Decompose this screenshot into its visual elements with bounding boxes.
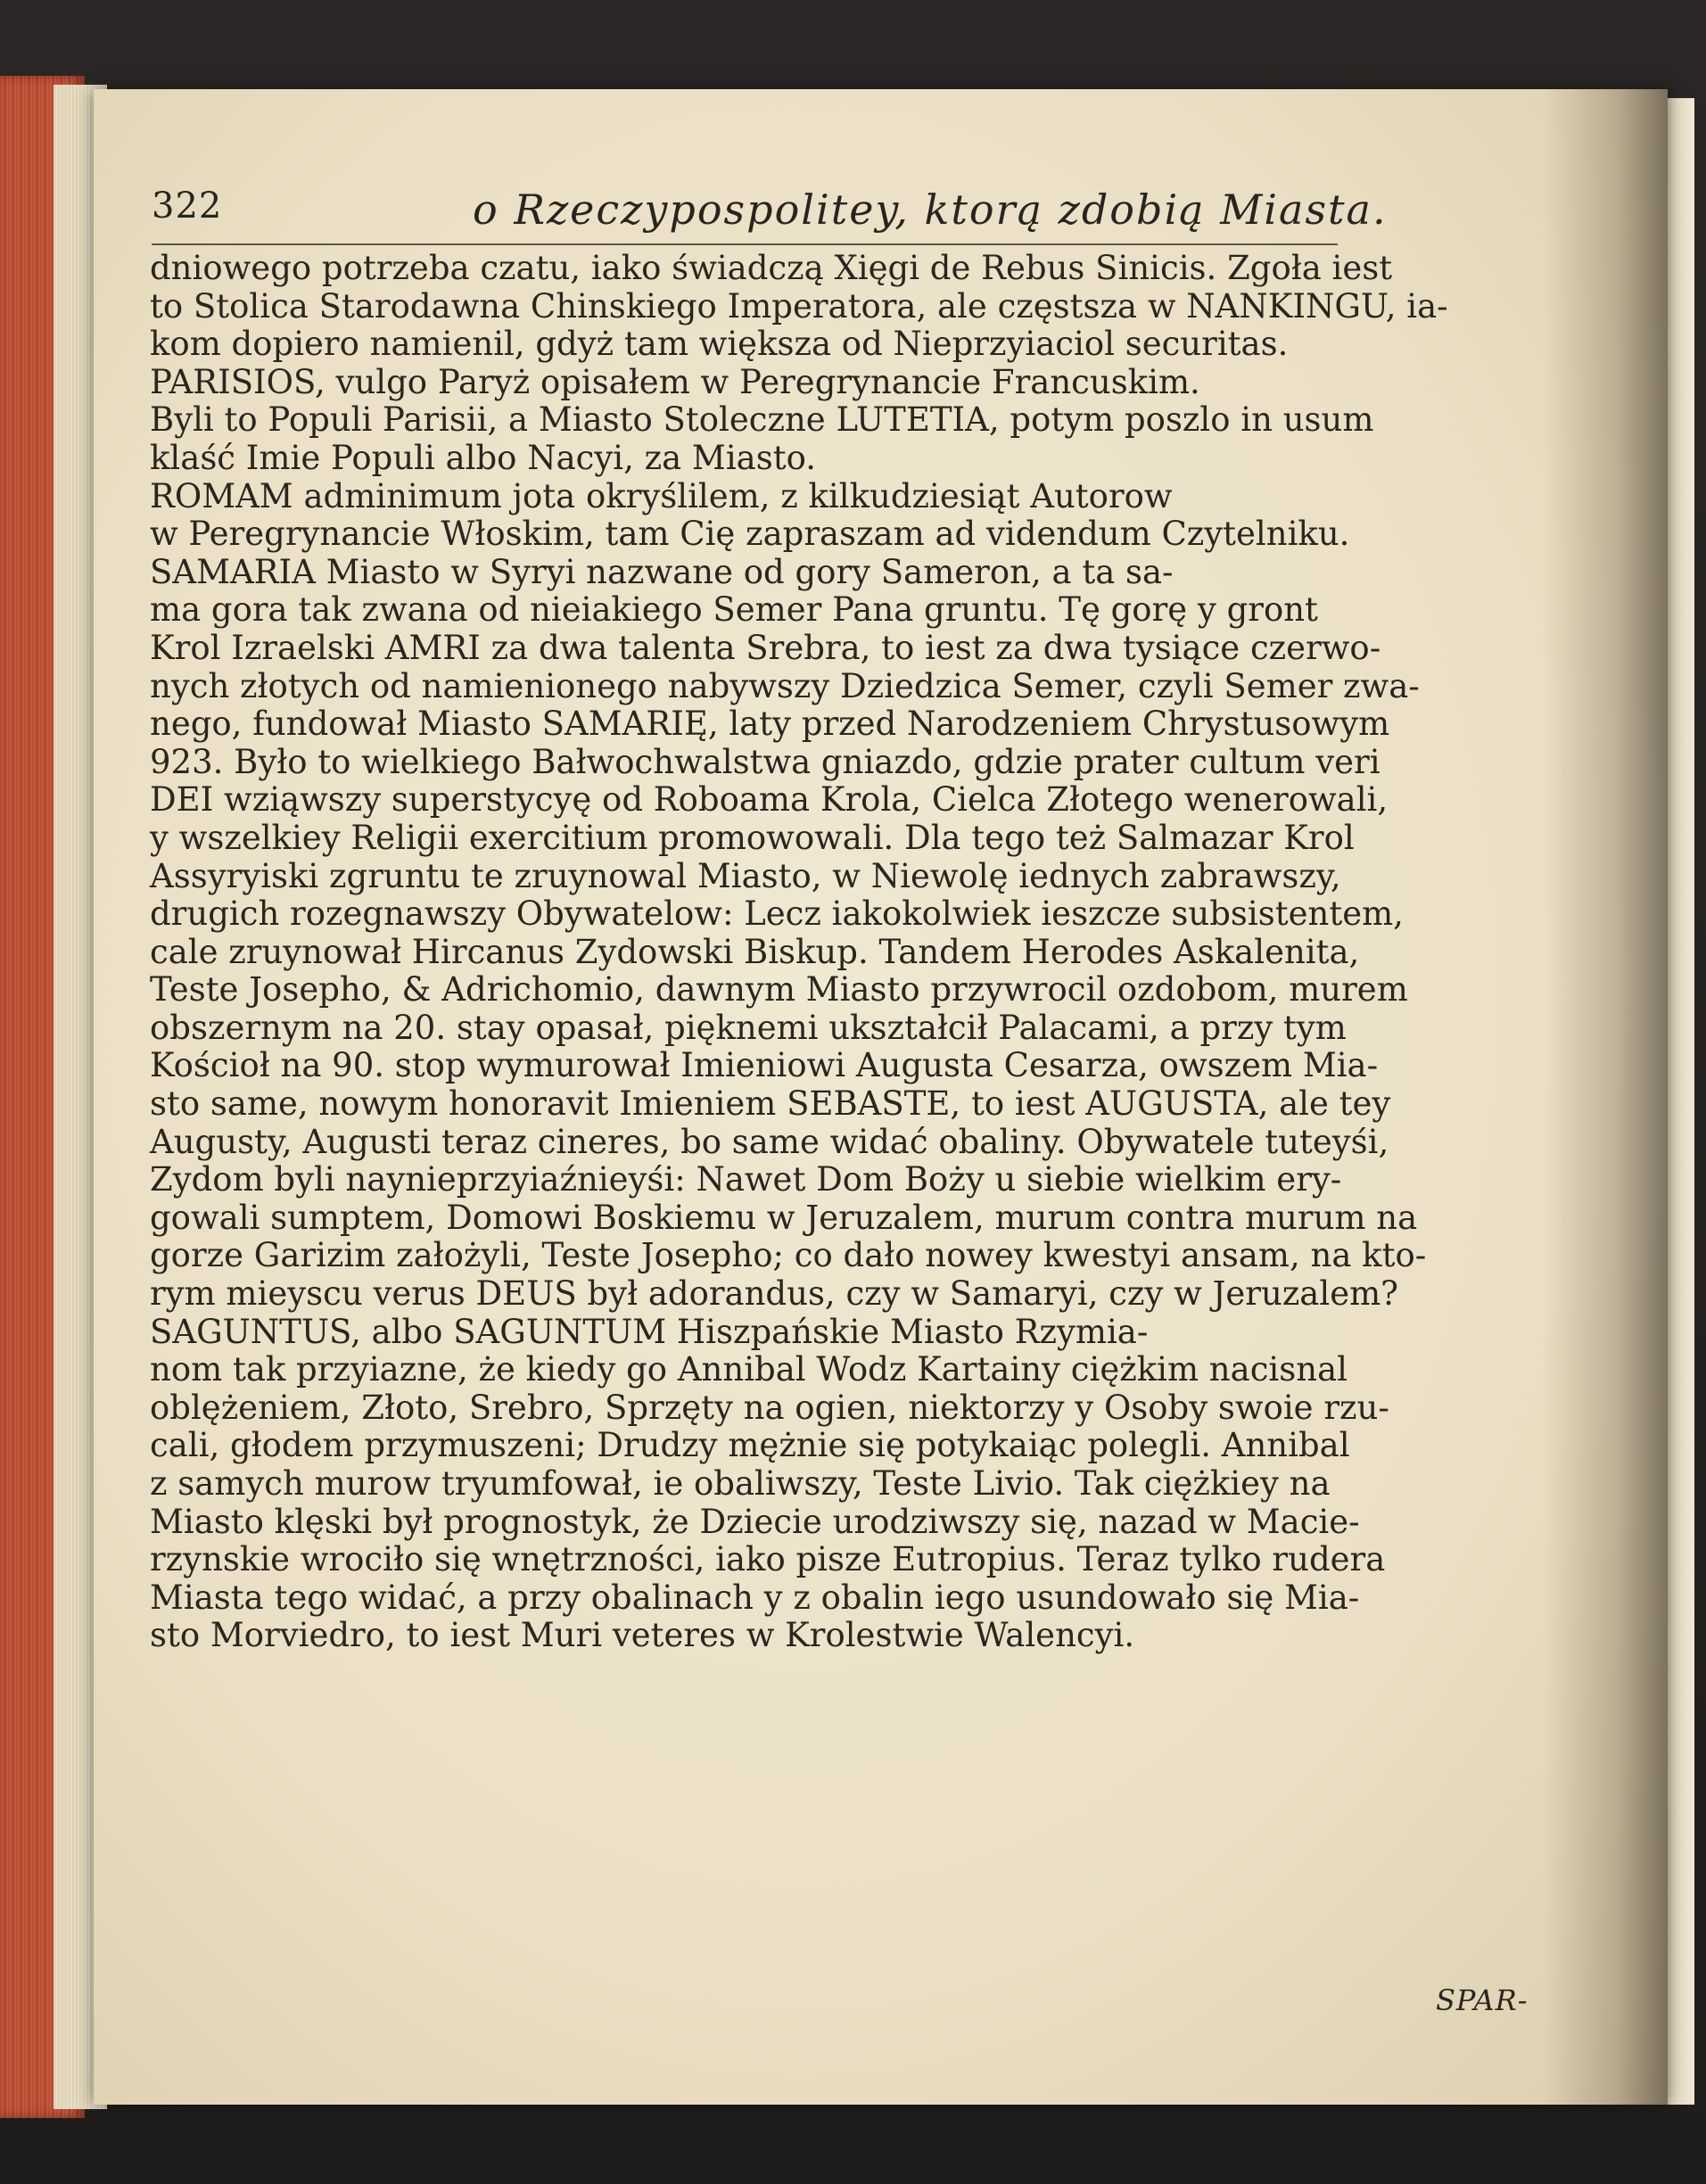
text-line: ma gora tak zwana od nieiakiego Semer Pana gruntu. Tę gorę y gront xyxy=(150,590,1318,630)
running-head: o Rzeczypospolitey, ktorą zdobią Miasta. xyxy=(473,185,1388,234)
text-line: PARISIOS, vulgo Paryż opisałem w Peregrynancie Francuskim. xyxy=(150,362,1200,401)
text-line: oblężeniem, Złoto, Srebro, Sprzęty na ogien, niektorzy y Osoby swoie rzu- xyxy=(150,1388,1389,1427)
text-line: Assyryiski zgruntu te zruynowal Miasto, w Niewolę iednych zabrawszy, xyxy=(150,856,1341,895)
text-line: SAMARIA Miasto w Syryi nazwane od gory Sameron, a ta sa- xyxy=(150,552,1174,591)
text-line: dniowego potrzeba czatu, iako świadczą Xięgi de Rebus Sinicis. Zgoła iest xyxy=(150,249,1393,287)
text-line: 923. Było to wielkiego Bałwochwalstwa gniazdo, gdzie prater cultum veri xyxy=(150,742,1380,781)
text-line: SAGUNTUS, albo SAGUNTUM Hiszpańskie Miasto Rzymia- xyxy=(150,1312,1149,1351)
text-line: drugich rozegnawszy Obywatelow: Lecz iakokolwiek ieszcze subsistentem, xyxy=(150,894,1404,934)
text-line: sto Morviedro, to iest Muri veteres w Krolestwie Walencyi. xyxy=(150,1616,1135,1655)
page-number: 322 xyxy=(152,185,223,227)
text-line: obszernym na 20. stay opasał, pięknemi ukształcił Palacami, a przy tym xyxy=(150,1008,1347,1047)
text-line: to Stolica Starodawna Chinskiego Imperatora, ale częstsza w NANKINGU, ia- xyxy=(150,286,1448,326)
text-line: gorze Garizim założyli, Teste Josepho; co dało nowey kwestyi ansam, na kto- xyxy=(150,1236,1427,1275)
text-line: Teste Josepho, & Adrichomio, dawnym Miasto przywrocil ozdobom, murem xyxy=(150,970,1408,1010)
catchword: SPAR- xyxy=(1436,1983,1529,2017)
text-line: Krol Izraelski AMRI za dwa talenta Srebra, to iest za dwa tysiące czerwo- xyxy=(150,628,1381,667)
text-line: cali, głodem przymuszeni; Drudzy mężnie się potykaiąc polegli. Annibal xyxy=(150,1426,1350,1465)
body-text xyxy=(150,250,1577,1655)
text-line: Miasta tego widać, a przy obalinach y z obalin iego usundowało się Mia- xyxy=(150,1578,1360,1617)
text-line: y wszelkiey Religii exercitium promowowali. Dla tego też Salmazar Krol xyxy=(150,818,1355,857)
header-rule xyxy=(152,243,1338,245)
text-line: nom tak przyiazne, że kiedy go Annibal Wodz Kartainy ciężkim nacisnal xyxy=(150,1350,1347,1389)
text-line: gowali sumptem, Domowi Boskiemu w Jeruzalem, murum contra murum na xyxy=(150,1198,1418,1237)
text-line: Miasto klęski był prognostyk, że Dziecie urodziwszy się, nazad w Macie- xyxy=(150,1502,1360,1541)
text-line: DEI wziąwszy superstycyę od Roboama Krola, Cielca Złotego wenerowali, xyxy=(150,780,1389,820)
text-line: rzynskie wrociło się wnętrzności, iako pisze Eutropius. Teraz tylko rudera xyxy=(150,1540,1386,1579)
text-line: ROMAM adminimum jota okryślilem, z kilkudziesiąt Autorow xyxy=(150,476,1173,515)
text-line: Kościoł na 90. stop wymurował Imieniowi Augusta Cesarza, owszem Mia- xyxy=(150,1046,1379,1085)
text-line: klaść Imie Populi albo Nacyi, za Miasto. xyxy=(150,438,816,477)
text-line: Augusty, Augusti teraz cineres, bo same widać obaliny. Obywatele tuteyśi, xyxy=(150,1122,1389,1161)
text-line: cale zruynował Hircanus Zydowski Biskup. Tandem Herodes Askalenita, xyxy=(150,932,1360,971)
text-line: nego, fundował Miasto SAMARIĘ, laty przed Narodzeniem Chrystusowym xyxy=(150,705,1390,744)
text-line: w Peregrynancie Włoskim, tam Cię zapraszam ad videndum Czytelniku. xyxy=(150,515,1350,554)
page-header xyxy=(152,185,1578,248)
text-line: z samych murow tryumfował, ie obaliwszy, Teste Livio. Tak ciężkiey na xyxy=(150,1464,1331,1503)
text-line: nych złotych od namienionego nabywszy Dziedzica Semer, czyli Semer zwa- xyxy=(150,666,1420,705)
text-line: rym mieyscu verus DEUS był adorandus, czy w Samaryi, czy w Jeruzalem? xyxy=(150,1274,1399,1314)
text-line: Byli to Populi Parisii, a Miasto Stoleczne LUTETIA, potym poszlo in usum xyxy=(150,400,1374,440)
text-line: sto same, nowym honoravit Imieniem SEBASTE, to iest AUGUSTA, ale tey xyxy=(150,1084,1391,1124)
text-line: Zydom byli naynieprzyiaźnieyśi: Nawet Dom Boży u siebie wielkim ery- xyxy=(150,1160,1342,1199)
text-line: kom dopiero namienil, gdyż tam większa od Nieprzyiaciol securitas. xyxy=(150,325,1289,364)
